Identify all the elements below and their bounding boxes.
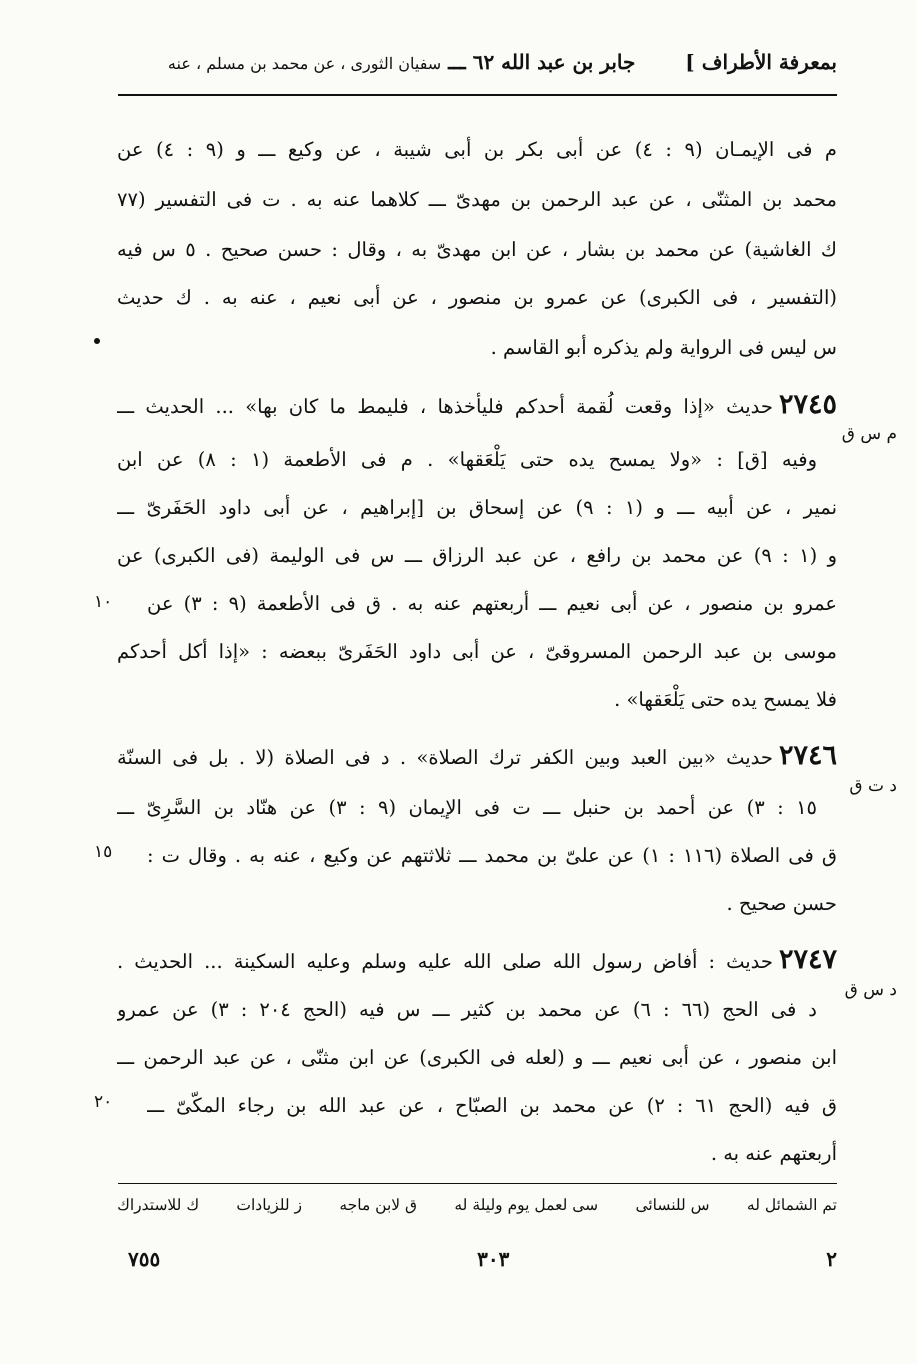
header-narrator: جابر بن عبد الله ٦٢ ـــ xyxy=(448,50,636,74)
header-chain: سفيان الثورى ، عن محمد بن مسلم ، عنه xyxy=(167,54,442,73)
hadith-text: حديث «بين العبد وبين الكفر ترك الصلاة» . د فى الصلاة (لا . بل فى السنّة xyxy=(117,746,773,769)
global-page-number: ٧٥٥ xyxy=(128,1247,161,1271)
source-sigla: د ت ق xyxy=(849,776,897,796)
header-section-title xyxy=(118,50,685,74)
text-line: أربعتهم عنه به . xyxy=(710,1142,837,1165)
text-line: ١٥ : ٣) عن أحمد بن حنبل ـــ ت فى الإيمان (٩ : ٣) عن هنّاد بن السَّرِىّ ـــ xyxy=(117,796,817,819)
text-line: (التفسير ، فى الكبرى) عن عمرو بن منصور ، عن أبى نعيم ، عنه به . ك حديث xyxy=(117,286,837,309)
text-line: ابن منصور ، عن أبى نعيم ـــ و (لعله فى الكبرى) عن ابن مثنّى ، عن عبد الرحمن ـــ xyxy=(117,1046,837,1069)
text-line: و (١ : ٩) عن محمد بن رافع ، عن عبد الرزاق ـــ س فى الوليمة (فى الكبرى) عن xyxy=(117,544,837,567)
text-line: ق فيه (الحج ٦١ : ٢) عن محمد بن الصبّاح ، عن عبد الله بن رجاء المكّىّ ـــ xyxy=(147,1094,837,1117)
running-header xyxy=(118,40,837,84)
line-number-margin: ٢٠ xyxy=(94,1092,113,1112)
hadith-number: ٢٧٤٥ xyxy=(778,389,837,420)
abbrev-item: ز للزيادات xyxy=(236,1196,303,1214)
hadith-text: حديث «إذا وقعت لُقمة أحدكم فليأخذها ، فليمط ما كان بها» ... الحديث ـــ xyxy=(117,395,773,418)
volume-number: ٢ xyxy=(826,1247,837,1271)
hadith-2745-line xyxy=(117,385,837,425)
text-line: فلا يمسح يده حتى يَلْعَقها» . xyxy=(614,688,837,711)
margin-dot xyxy=(94,338,100,344)
text-line: عمرو بن منصور ، عن أبى نعيم ـــ أربعتهم عنه به . ق فى الأطعمة (٩ : ٣) عن xyxy=(147,592,837,615)
header-book-title: بمعرفة الأطراف ] xyxy=(685,50,837,74)
text-line: م فى الإيمـان (٩ : ٤) عن أبى بكر بن أبى شيبة ، عن وكيع ـــ و (٩ : ٤) عن xyxy=(117,138,837,161)
text-line: ك الغاشية) عن محمد بن بشار ، عن ابن مهدىّ به ، وقال : حسن صحيح . ٥ س فيه xyxy=(117,238,837,261)
text-line: محمد بن المثنّى ، عن عبد الرحمن بن مهدىّ ـــ كلاهما عنه به . ت فى التفسير (٧٧ xyxy=(117,188,837,211)
line-number-margin: ١٥ xyxy=(94,842,113,862)
abbrev-item: سى لعمل يوم وليلة له xyxy=(454,1196,599,1214)
hadith-2747-line xyxy=(117,940,837,980)
text-line: وفيه [ق] : «ولا يمسح يده حتى يَلْعَقها» . م فى الأطعمة (١ : ٨) عن ابن xyxy=(117,448,817,471)
footnote-rule xyxy=(118,1183,837,1184)
text-line: نمير ، عن أبيه ـــ و (١ : ٩) عن إسحاق بن [إبراهيم ، عن أبى داود الحَفَرىّ ـــ xyxy=(117,496,837,519)
text-line: ق فى الصلاة (١١٦ : ١) عن علىّ بن محمد ـــ ثلاثتهم عن وكيع ، عنه به . وقال ت : xyxy=(147,844,837,867)
hadith-number: ٢٧٤٧ xyxy=(778,944,837,975)
source-sigla: م س ق xyxy=(841,424,897,444)
header-rule xyxy=(118,94,837,96)
abbrev-item: تم الشمائل له xyxy=(746,1196,837,1214)
page-footer xyxy=(128,1244,837,1274)
hadith-text: حديث : أفاض رسول الله صلى الله عليه وسلم وعليه السكينة ... الحديث . xyxy=(117,950,773,973)
abbreviation-key xyxy=(117,1196,837,1224)
text-line: حسن صحيح . xyxy=(726,892,837,915)
hadith-number: ٢٧٤٦ xyxy=(778,740,837,771)
hadith-2746-line xyxy=(117,736,837,776)
text-line: س ليس فى الرواية ولم يذكره أبو القاسم . xyxy=(490,336,837,359)
abbrev-item: ق لابن ماجه xyxy=(339,1196,418,1214)
abbrev-item: ك للاستدراك xyxy=(117,1196,200,1214)
page-number: ٣٠٣ xyxy=(477,1247,510,1271)
abbrev-item: س للنسائى xyxy=(635,1196,710,1214)
text-line: د فى الحج (٦٦ : ٦) عن محمد بن كثير ـــ س فيه (الحج ٢٠٤ : ٣) عن عمرو xyxy=(117,998,817,1021)
text-line: موسى بن عبد الرحمن المسروقىّ ، عن أبى داود الحَفَرىّ ببعضه : «إذا أكل أحدكم xyxy=(117,640,837,663)
source-sigla: د س ق xyxy=(844,980,897,1000)
line-number-margin: ١٠ xyxy=(94,592,113,612)
